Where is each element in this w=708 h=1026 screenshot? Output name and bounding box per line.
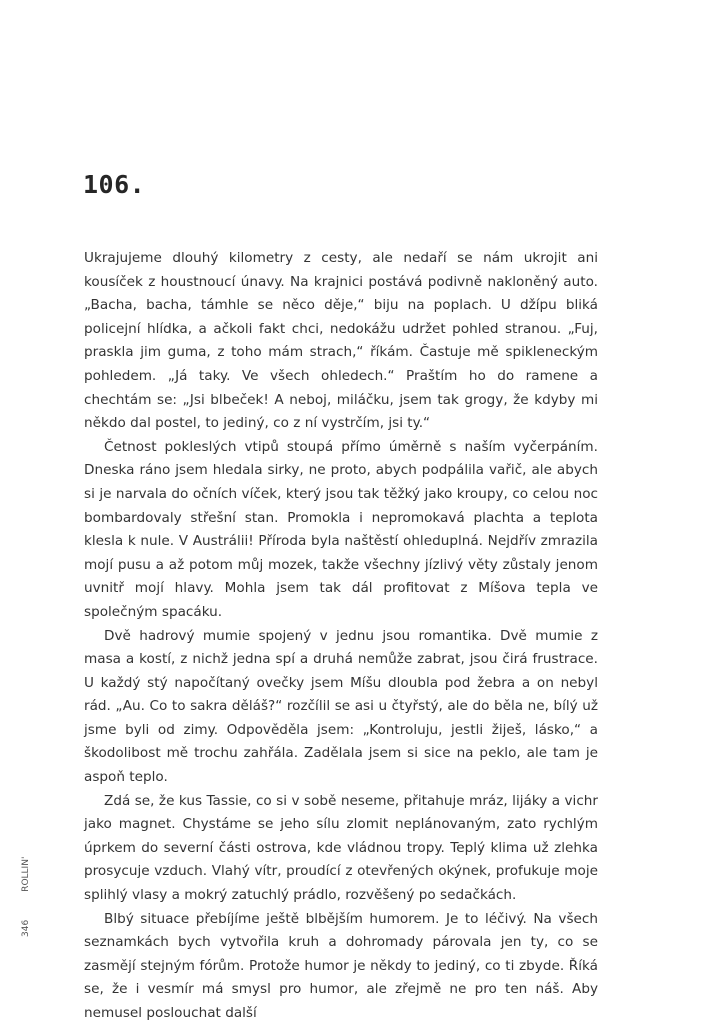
chapter-body [84, 247, 598, 1026]
paragraph: Zdá se, že kus Tassie, co si v sobě neseme, přitahuje mráz, lijáky a vichr jako magnet. Chystáme se jeho sílu zlomit neplánovaným, zato rychlým úprkem do severní části ostrova, kde vládnou tropy. Teplý klima už zlehka prosycuje vzduch. Vlahý vítr, proudící z otevřených okýnek, profukuje moje splihlý vlasy a mokrý zatuchlý prádlo, rozvěšený po sedačkách. [84, 792, 598, 904]
page-number: 346 [21, 919, 31, 937]
running-title: ROLLIN' [21, 856, 31, 892]
paragraph: Ukrajujeme dlouhý kilometry z cesty, ale nedaří se nám ukrojit ani kousíček z houstnoucí únavy. Na krajnici postává podivně nakloněný auto. „Bacha, bacha, támhle se něco děje,“ biju na poplach. U džípu bliká policejní hlídka, a ačkoli fakt chci, nedokážu udržet pohled stranou. „Fuj, praskla jim guma, z toho mám strach,“ říkám. Častuje mě spikleneckým pohledem. „Já taky. Ve všech ohledech.“ Praštím ho do ramene a chechtám se: „Jsi blbeček! A neboj, miláčku, jsem tak grogy, že kdyby mi někdo dal postel, to jediný, co z ní vystrčím, jsi ty.“ [84, 250, 598, 432]
paragraph: Četnost pokleslých vtipů stoupá přímo úměrně s naším vyčerpáním. Dneska ráno jsem hledala sirky, ne proto, abych podpálila vařič, ale abych si je narvala do očních víček, který jsou tak těžký jako kroupy, co celou noc bombardovaly střešní stan. Promokla i nepromokavá plachta a teplota klesla k nule. V Austrálii! Příroda byla naštěstí ohleduplná. Nejdřív zmrazila mojí pusu a až potom můj mozek, takže všechny jízlivý věty zůstaly jenom uvnitř mojí hlavy. Mohla jsem tak dál profitovat z Míšova tepla ve společným spacáku. [84, 438, 598, 620]
paragraph: Dvě hadrový mumie spojený v jednu jsou romantika. Dvě mumie z masa a kostí, z nichž jedna spí a druhá nemůže zabrat, jsou čirá frustrace. U každý stý napočítaný ovečky jsem Míšu dloubla pod žebra a on nebyl rád. „Au. Co to sakra děláš?“ rozčílil se asi u čtyřstý, ale do běla ne, bílý už jsme byli od zimy. Odpověděla jsem: „Kontroluju, jestli žiješ, lásko,“ a škodolibost mě trochu zahřála. Zadělala jsem si sice na peklo, ale tam je aspoň teplo. [84, 627, 598, 786]
paragraph: Blbý situace přebíjíme ještě blbějším humorem. Je to léčivý. Na všech seznamkách bych vytvořila kruh a dohromady párovala jen ty, co se zasmějí stejným fórům. Protože humor je někdy to jediný, co ti zbyde. Říká se, že i vesmír má smysl pro humor, ale zřejmě ne pro ten náš. Aby nemusel poslouchat další [84, 910, 598, 1021]
chapter-number: 106. [83, 170, 146, 199]
folio [20, 856, 32, 937]
